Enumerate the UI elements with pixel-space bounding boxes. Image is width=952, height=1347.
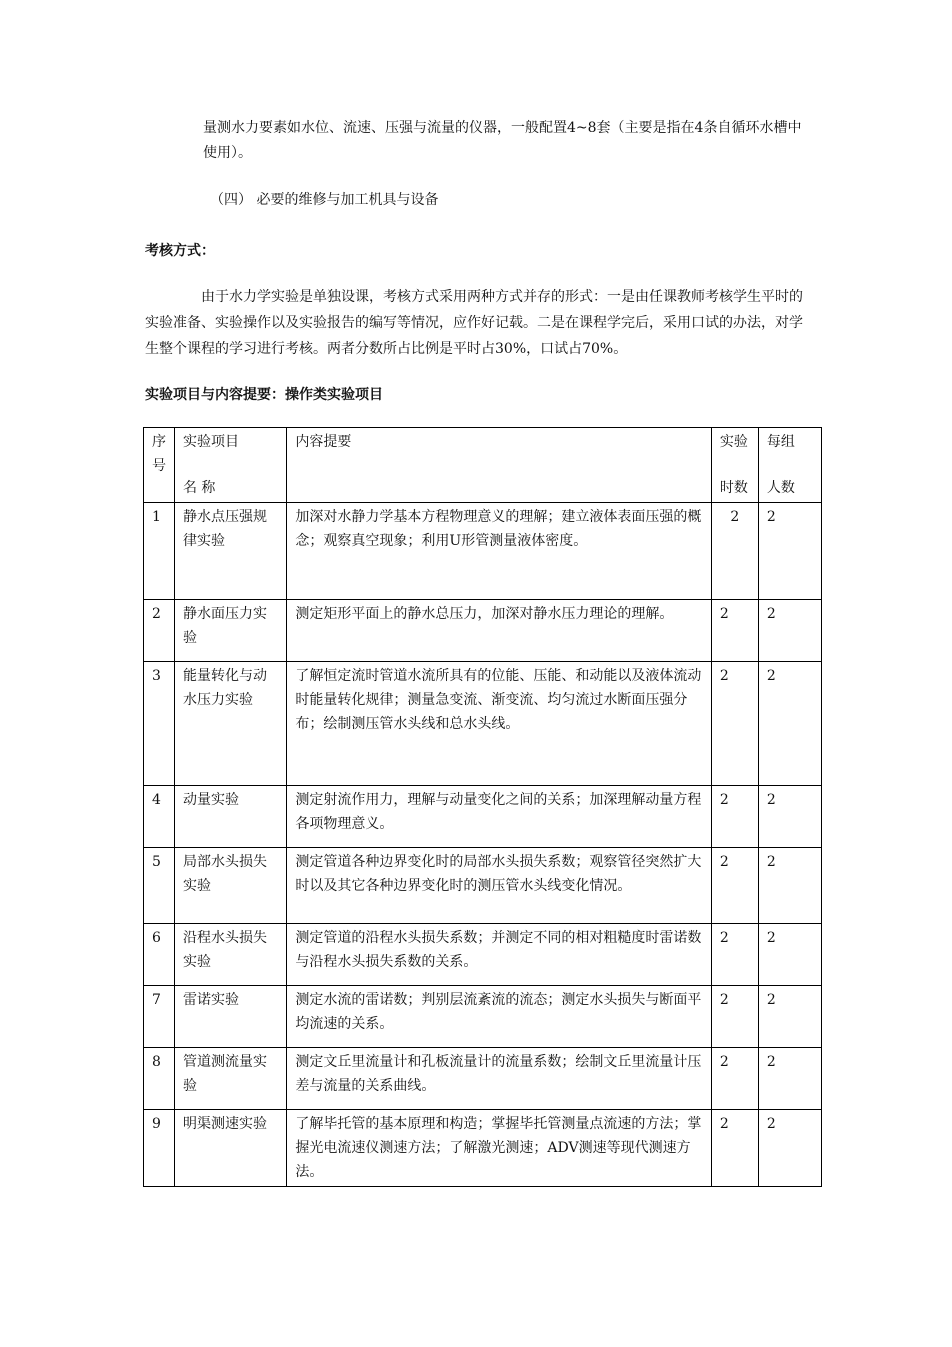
row-name: 局部水头损失实验 (174, 848, 286, 924)
row-seq: 5 (144, 848, 175, 924)
row-seq: 7 (144, 986, 175, 1048)
header-hours-top: 实验 (719, 434, 748, 450)
row-hours: 2 (711, 924, 758, 986)
row-hours: 2 (711, 662, 758, 786)
row-desc: 测定管道的沿程水头损失系数；并测定不同的相对粗糙度时雷诺数与沿程水头损失系数的关系。 (287, 924, 711, 986)
row-desc: 测定水流的雷诺数；判别层流紊流的流态；测定水头损失与断面平均流速的关系。 (287, 986, 711, 1048)
row-seq: 6 (144, 924, 175, 986)
row-name: 能量转化与动水压力实验 (174, 662, 286, 786)
row-people: 2 (758, 924, 821, 986)
row-desc: 了解毕托管的基本原理和构造；掌握毕托管测量点流速的方法；掌握光电流速仪测速方法；了解激光测速；ADV测速等现代测速方法。 (287, 1110, 711, 1187)
header-people-top: 每组 (766, 434, 795, 450)
header-people-bottom: 人数 (766, 480, 795, 496)
row-people: 2 (758, 662, 821, 786)
row-desc: 测定射流作用力，理解与动量变化之间的关系；加深理解动量方程各项物理意义。 (287, 786, 711, 848)
row-desc: 测定矩形平面上的静水总压力，加深对静水压力理论的理解。 (287, 600, 711, 662)
row-name: 沿程水头损失实验 (174, 924, 286, 986)
table-row (144, 924, 822, 986)
row-seq: 8 (144, 1048, 175, 1110)
row-name: 静水点压强规律实验 (174, 503, 286, 600)
row-seq: 4 (144, 786, 175, 848)
header-name-top: 实验项目 (182, 434, 239, 450)
row-seq: 2 (144, 600, 175, 662)
header-seq-top: 序 (152, 434, 166, 450)
table-row (144, 1110, 822, 1187)
table-row (144, 986, 822, 1048)
assessment-paragraph: 由于水力学实验是单独设课，考核方式采用两种方式并存的形式：一是由任课教师考核学生平时的实验准备、实验操作以及实验报告的编写等情况，应作好记载。二是在课程学完后，采用口试的办法，对学生整个课程的学习进行考核。两者分数所占比例是平时占30%，口试占70%。 (145, 289, 803, 357)
row-hours: 2 (711, 503, 758, 600)
table-row (144, 786, 822, 848)
row-desc: 加深对水静力学基本方程物理意义的理解；建立液体表面压强的概念；观察真空现象；利用U形管测量液体密度。 (287, 503, 711, 600)
header-name-bottom: 名 称 (182, 480, 216, 496)
header-seq (144, 428, 175, 503)
row-people: 2 (758, 600, 821, 662)
assessment-heading: 考核方式： (145, 243, 215, 259)
row-seq: 3 (144, 662, 175, 786)
section-heading: 实验项目与内容提要：操作类实验项目 (145, 387, 383, 403)
row-name: 雷诺实验 (174, 986, 286, 1048)
table-header-row (144, 428, 822, 503)
header-people (758, 428, 821, 503)
row-hours: 2 (711, 786, 758, 848)
header-hours (711, 428, 758, 503)
table-row (144, 848, 822, 924)
row-people: 2 (758, 848, 821, 924)
row-desc: 测定文丘里流量计和孔板流量计的流量系数；绘制文丘里流量计压差与流量的关系曲线。 (287, 1048, 711, 1110)
table-row (144, 600, 822, 662)
header-name (174, 428, 286, 503)
row-name: 明渠测速实验 (174, 1110, 286, 1187)
table-row (144, 662, 822, 786)
row-name: 管道测流量实验 (174, 1048, 286, 1110)
row-people: 2 (758, 503, 821, 600)
row-hours: 2 (711, 600, 758, 662)
row-desc: 测定管道各种边界变化时的局部水头损失系数；观察管径突然扩大时以及其它各种边界变化时的测压管水头线变化情况。 (287, 848, 711, 924)
row-people: 2 (758, 1110, 821, 1187)
instrument-paragraph: 量测水力要素如水位、流速、压强与流量的仪器，一般配置4~8套（主要是指在4条自循环水槽中使用）。 (203, 120, 802, 161)
row-name: 静水面压力实验 (174, 600, 286, 662)
header-seq-bottom: 号 (152, 458, 166, 474)
header-hours-bottom: 时数 (719, 480, 748, 496)
row-people: 2 (758, 786, 821, 848)
row-hours: 2 (711, 1048, 758, 1110)
table-row (144, 503, 822, 600)
row-people: 2 (758, 1048, 821, 1110)
header-desc: 内容提要 (287, 428, 711, 503)
row-desc: 了解恒定流时管道水流所具有的位能、压能、和动能以及液体流动时能量转化规律；测量急变流、渐变流、均匀流过水断面压强分布；绘制测压管水头线和总水头线。 (287, 662, 711, 786)
row-hours: 2 (711, 848, 758, 924)
item-four-text: （四） 必要的维修与加工机具与设备 (210, 192, 439, 208)
row-seq: 9 (144, 1110, 175, 1187)
row-seq: 1 (144, 503, 175, 600)
row-name: 动量实验 (174, 786, 286, 848)
row-hours: 2 (711, 986, 758, 1048)
row-hours: 2 (711, 1110, 758, 1187)
experiment-table (143, 427, 822, 1187)
row-people: 2 (758, 986, 821, 1048)
table-row (144, 1048, 822, 1110)
